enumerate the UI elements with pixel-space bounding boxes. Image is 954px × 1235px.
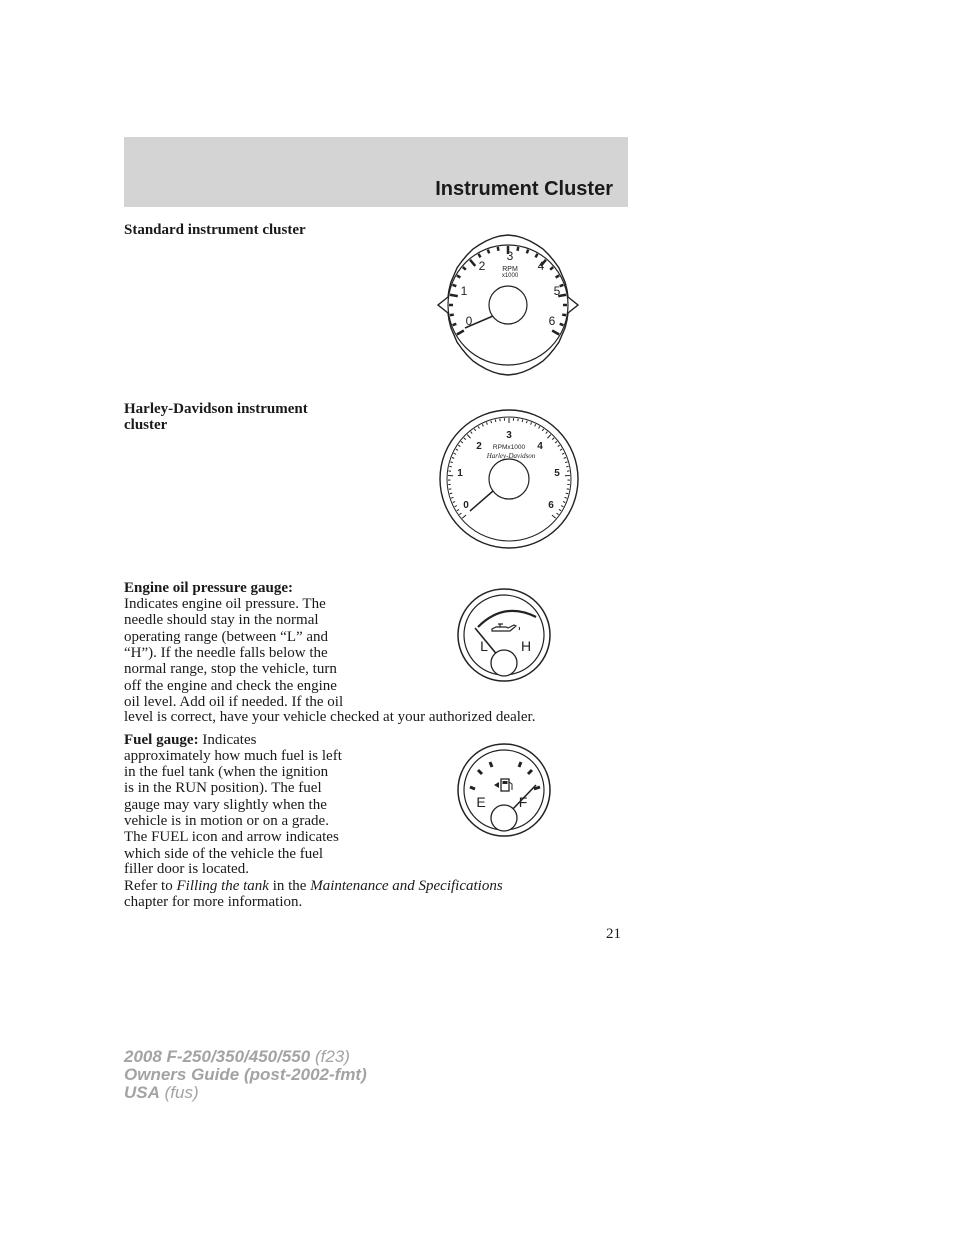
gauge-tick: [557, 513, 559, 514]
refer-mid: in the: [268, 878, 311, 894]
gauge-tick: [450, 315, 454, 316]
hd-tach-number-3: 3: [506, 430, 512, 441]
gauge-tick: [552, 331, 559, 335]
fuel-refer-line: [124, 878, 644, 894]
gauge-tick: [491, 421, 492, 423]
gauge-tick: [563, 502, 565, 503]
oil-pressure-gauge: [456, 587, 552, 683]
fuel-gauge-heading: Fuel gauge:: [124, 732, 199, 748]
footer-guide: Owners Guide (post-2002-fmt): [124, 1065, 367, 1084]
harley-cluster-heading-line2: cluster: [124, 417, 168, 433]
gauge-tick: [555, 441, 557, 443]
page-number: 21: [606, 926, 621, 942]
hd-tach-number-5: 5: [554, 468, 560, 479]
fuel-first-line: [124, 732, 374, 748]
gauge-tick: [562, 315, 566, 316]
page-title: Instrument Cluster: [435, 178, 613, 200]
oil-text-line-5: normal range, stop the vehicle, turn: [124, 661, 337, 677]
harley-tachometer-gauge: [437, 409, 581, 553]
tach-number-2: 2: [478, 259, 486, 273]
gauge-tick: [455, 506, 457, 507]
fuel-text-line-6: The FUEL icon and arrow indicates: [124, 829, 339, 845]
standard-tachometer-gauge: [435, 232, 581, 378]
gauge-tick: [464, 438, 466, 440]
gauge-tick: [452, 457, 454, 458]
gauge-tick: [456, 449, 458, 450]
gauge-tick: [450, 462, 452, 463]
gauge-tick: [547, 435, 550, 439]
gauge-tick: [453, 502, 455, 503]
section-header: [124, 137, 628, 207]
gauge-tick: [461, 441, 463, 443]
gauge-tick: [470, 260, 475, 266]
oil-text-line-7: oil level. Add oil if needed. If the oil: [124, 694, 344, 710]
footer-line-2: [124, 1066, 367, 1084]
gauge-tick: [498, 247, 499, 251]
oil-text-line-8: level is correct, have your vehicle checked at your authorized dealer.: [124, 709, 536, 725]
oil-gauge-heading: Engine oil pressure gauge:: [124, 580, 294, 596]
fuel-text-line-8: filler door is located.: [124, 861, 249, 877]
oil-text-line-1: Indicates engine oil pressure. The: [124, 596, 326, 612]
gauge-tick: [539, 426, 540, 428]
gauge-tick: [450, 295, 458, 296]
tach-number-5: 5: [553, 284, 561, 298]
gauge-tick: [565, 462, 567, 463]
gauge-tick: [556, 276, 559, 278]
gauge-tick: [486, 422, 487, 424]
gauge-tick: [558, 445, 560, 446]
gauge-tick: [550, 267, 553, 270]
gauge-tick: [462, 515, 466, 518]
gauge-tick: [518, 247, 519, 251]
tach-number-3: 3: [506, 249, 514, 263]
fuel-text-line-3: is in the RUN position). The fuel: [124, 780, 322, 796]
rpm-label: RPM: [502, 266, 518, 273]
refer-prefix: Refer to: [124, 878, 177, 894]
footer-model: 2008 F-250/350/450/550: [124, 1047, 311, 1066]
gauge-tick: [457, 509, 459, 510]
gauge-tick: [562, 453, 564, 454]
gauge-tick: [552, 515, 556, 518]
gauge-tick: [458, 445, 460, 446]
gauge-tick: [454, 453, 456, 454]
harley-davidson-logo: Harley-Davidson: [486, 452, 536, 460]
hd-rpm-label: RPMx1000: [492, 444, 526, 451]
hd-tach-number-1: 1: [457, 468, 463, 479]
fuel-text-line-4: gauge may vary slightly when the: [124, 797, 327, 813]
filling-the-tank-reference: Filling the tank: [176, 878, 269, 894]
fuel-text-line-5: vehicle is in motion or on a grade.: [124, 813, 329, 829]
gauge-tick: [564, 457, 566, 458]
gauge-tick: [542, 429, 543, 431]
gauge-tick: [536, 254, 538, 257]
gauge-tick: [457, 276, 460, 278]
gauge-tick: [566, 466, 568, 467]
tach-number-6: 6: [548, 314, 556, 328]
fuel-refer-end: chapter for more information.: [124, 894, 303, 910]
document-footer: [124, 1048, 367, 1102]
hd-tach-number-6: 6: [548, 500, 554, 511]
hd-tach-number-0: 0: [463, 500, 469, 511]
gauge-tick: [526, 421, 527, 423]
gauge-tick: [561, 506, 563, 507]
standard-cluster-heading: Standard instrument cluster: [124, 222, 306, 238]
gauge-tick: [479, 254, 481, 257]
fuel-pump-icon: [501, 779, 512, 791]
footer-line-3: [124, 1084, 367, 1102]
footer-model-code: (f23): [310, 1047, 350, 1066]
gauge-tick: [453, 324, 457, 325]
fuel-empty-label: E: [476, 794, 486, 810]
gauge-tick: [459, 513, 461, 514]
arrow-left-icon: [494, 782, 499, 788]
gauge-tick: [478, 426, 479, 428]
oil-low-label: L: [480, 638, 488, 654]
gauge-tick: [463, 267, 466, 270]
gauge-tick: [467, 435, 470, 439]
maintenance-chapter-reference: Maintenance and Specifications: [310, 878, 503, 894]
gauge-tick: [559, 509, 561, 510]
gauge-tick: [535, 424, 536, 426]
gauge-tick: [522, 420, 523, 422]
gauge-tick: [482, 424, 483, 426]
fuel-gauge: [456, 742, 552, 838]
gauge-tick: [566, 493, 568, 494]
gauge-tick: [453, 285, 457, 286]
fuel-text-line-7: which side of the vehicle the fuel: [124, 846, 324, 862]
fuel-text-line-1: approximately how much fuel is left: [124, 748, 342, 764]
fuel-first-line-rest: Indicates: [198, 732, 257, 748]
fuel-full-label: F: [518, 794, 528, 810]
gauge-tick: [450, 493, 452, 494]
gauge-tick: [474, 429, 475, 431]
gauge-tick: [531, 422, 532, 424]
gauge-tick: [565, 497, 567, 498]
hd-tach-number-4: 4: [537, 441, 543, 452]
gauge-tick: [495, 420, 496, 422]
gauge-tick: [457, 331, 464, 335]
gauge-tick: [451, 497, 453, 498]
gauge-tick: [546, 432, 548, 434]
fuel-text-line-2: in the fuel tank (when the ignition: [124, 764, 329, 780]
hd-tach-number-2: 2: [476, 441, 482, 452]
gauge-tick: [527, 250, 528, 254]
oil-high-label: H: [520, 638, 532, 654]
oil-text-line-4: “H”). If the needle falls below the: [124, 645, 328, 661]
oil-text-line-6: off the engine and check the engine: [124, 678, 337, 694]
rpm-multiplier-label: x1000: [501, 273, 519, 279]
tach-number-4: 4: [537, 259, 545, 273]
footer-region: USA: [124, 1083, 160, 1102]
oil-can-icon: [492, 624, 520, 631]
footer-line-1: [124, 1048, 367, 1066]
gauge-tick: [560, 324, 564, 325]
tach-number-0: 0: [465, 314, 473, 328]
gauge-tick: [488, 250, 489, 254]
gauge-tick: [552, 438, 554, 440]
tach-number-1: 1: [460, 284, 468, 298]
gauge-tick: [471, 432, 473, 434]
harley-cluster-heading-line1: Harley-Davidson instrument: [124, 401, 308, 417]
gauge-tick: [449, 466, 451, 467]
oil-text-line-2: needle should stay in the normal: [124, 612, 319, 628]
footer-region-code: (fus): [159, 1083, 199, 1102]
oil-text-line-3: operating range (between “L” and: [124, 629, 329, 645]
gauge-tick: [560, 449, 562, 450]
